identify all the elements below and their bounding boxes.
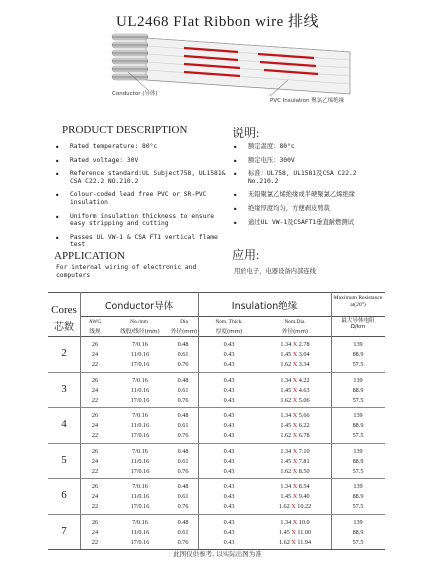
list-item: ● 绝缘厚度均匀，方便剥皮剪裁 [234,205,384,213]
thickness-cell: 0.43 [223,457,235,465]
resistance-cell: 139 [353,447,363,455]
nom-dia-height: 5.06 [298,396,310,404]
resistance-cell: 88.9 [352,528,364,536]
awg-cell: 22 [91,396,99,404]
cores-value: 2 [61,347,67,359]
nom-dia-width: 1.34 [280,518,292,526]
thickness-cell: 0.43 [223,396,235,404]
awg-cell: 24 [91,457,99,465]
page-title: UL2468 FIat Ribbon wire 排线 [116,14,319,30]
list-item: ● 通过UL VW-1及CSAFT1垂直耐燃测试 [234,219,384,227]
nom-dia-width: 1.34 [280,376,292,384]
times-sign: X [292,412,298,419]
application-heading: APPLICATION [54,250,125,262]
resistance-unit: Ω/km [350,324,366,330]
nom-dia-cell [262,468,328,475]
nom-dia-height: 10.22 [297,503,312,511]
times-sign: X [291,528,296,536]
thickness-cell: 0.43 [223,376,235,384]
conductor-strands [112,34,148,80]
product-description-heading-cn: 说明: [232,126,260,140]
nom-dia-width: 1.45 [280,351,292,359]
thickness-cell: 0.43 [223,493,235,501]
nom-dia-cell [262,351,328,358]
awg-header: AWG [88,319,102,325]
nom-dia-width: 1.62 [280,432,292,440]
nom-dia-cell [262,529,328,536]
dia-cell: 0.76 [177,432,189,440]
awg-cell: 22 [91,538,99,546]
application-heading-cn: 应用: [232,248,260,262]
dia-cell: 0.76 [177,467,189,475]
application-text-cn: 用於电子，电器设备内部连线 [234,268,316,275]
awg-header-cn: 线规 [89,329,101,335]
thickness-header-cn: 厚度(mm) [215,329,243,335]
nom-dia-cell [262,519,328,526]
nom-dia-width: 1.34 [280,447,292,455]
list-item: ● Passes UL VW-1 & CSA FT1 vertical flame test [56,234,228,249]
awg-cell: 22 [91,432,99,440]
dia-cell: 0.48 [177,518,189,526]
thickness-cell: 0.43 [223,467,235,475]
awg-cell: 26 [91,341,99,348]
nom-dia-width: 1.45 [280,386,292,394]
nom-dia-height: 7.10 [298,447,310,455]
no-mm-cell: 11/0.16 [130,351,150,359]
cores-value: 7 [61,524,67,537]
resistance-cell: 57.5 [352,503,364,511]
no-mm-cell: 17/0.16 [130,361,150,369]
times-sign: X [292,518,298,526]
nom-dia-cell [262,412,328,419]
nom-dia-width: 1.62 [280,396,292,404]
nom-dia-width: 1.34 [280,483,292,490]
no-mm-cell: 7/0.16 [132,518,148,526]
nom-dia-width: 1.34 [280,412,292,419]
no-mm-cell: 7/0.16 [132,412,148,419]
resistance-cell: 88.9 [352,351,364,359]
nom-dia-header-cn: 外径(mm) [281,329,309,335]
times-sign: X [292,483,298,490]
no-mm-cell: 17/0.16 [130,396,150,404]
description-list-en [56,143,228,255]
nom-dia-width: 1.45 [280,457,292,465]
nom-dia-cell [262,493,328,500]
times-sign: X [292,376,298,384]
nom-dia-height: 3.04 [298,351,310,359]
nom-dia-width: 1.45 [280,422,292,430]
nom-dia-height: 6.78 [298,432,310,440]
nom-dia-width: 1.62 [278,503,290,511]
thickness-cell: 0.43 [223,432,235,440]
no-mm-cell: 17/0.16 [130,538,150,546]
nom-dia-width: 1.45 [280,493,292,501]
resistance-cell: 57.5 [352,432,364,440]
footer-note: 此图仅供参考, 以实际出图为准 [173,550,262,558]
no-mm-cell: 11/0.16 [130,457,150,465]
cores-value: 4 [61,418,67,430]
times-sign: X [292,351,298,359]
dia-cell: 0.48 [177,412,189,419]
nom-dia-cell [262,503,328,510]
cores-header: Cores [51,304,77,316]
cores-header-cn: 芯数 [54,322,74,333]
list-item: ● Rated temperature: 80°c [56,143,228,151]
dia-cell: 0.61 [177,386,189,394]
no-mm-header: No./mm [130,319,148,325]
nom-dia-cell [262,361,328,368]
nom-dia-cell [262,397,328,404]
thickness-cell: 0.43 [223,412,235,419]
thickness-cell: 0.43 [223,538,235,546]
resistance-header: Maximum Resistance at(20°) [333,295,383,308]
awg-cell: 26 [91,518,99,526]
nom-dia-height: 6.22 [298,422,310,430]
resistance-cell: 57.5 [352,538,364,546]
no-mm-cell: 11/0.16 [130,386,150,394]
thickness-cell: 0.43 [223,341,235,348]
dia-cell: 0.61 [177,528,189,536]
dia-cell: 0.76 [177,396,189,404]
resistance-cell: 88.9 [352,386,364,394]
dia-cell: 0.48 [177,447,189,455]
list-item: ● 标准：UL758, UL1581及CSA C22.2 No.210.2 [234,170,384,185]
resistance-cell: 57.5 [352,467,364,475]
resistance-cell: 57.5 [352,396,364,404]
resistance-cell: 139 [353,412,363,419]
nom-dia-height: 4.63 [298,386,310,394]
thickness-cell: 0.43 [223,361,235,369]
nom-dia-height: 8.50 [298,467,310,475]
times-sign: X [292,467,298,475]
nom-dia-cell [262,539,328,546]
awg-cell: 22 [91,361,99,369]
nom-dia-height: 4.22 [298,376,310,384]
dia-cell: 0.76 [177,538,189,546]
list-item: ● 额定电压：300V [234,157,384,165]
times-sign: X [292,493,298,501]
dia-cell: 0.76 [177,503,189,511]
dia-cell: 0.48 [177,341,189,348]
dia-cell: 0.61 [177,457,189,465]
cores-value: 6 [61,489,67,501]
list-item: ● Uniform insulation thickness to ensure easy stripping and cutting [56,213,228,228]
times-sign: X [292,432,298,440]
nom-dia-cell [262,387,328,394]
nom-dia-height: 11.00 [297,528,312,536]
ribbon-jacket [146,38,350,94]
thickness-cell: 0.43 [223,447,235,455]
list-item: ● Rated voltage: 30V [56,157,228,165]
no-mm-cell: 7/0.16 [132,376,148,384]
list-item: ● 无铅聚氯乙烯绝缘或半硬聚氯乙烯绝缘 [234,191,384,199]
no-mm-cell: 11/0.16 [130,528,150,536]
cores-value: 5 [61,453,67,466]
thickness-cell: 0.43 [223,528,235,536]
dia-cell: 0.76 [177,361,189,369]
no-mm-cell: 17/0.16 [130,503,150,511]
times-sign: X [292,447,298,455]
no-mm-cell: 7/0.16 [132,341,148,348]
nom-dia-header: Nom.Dia. [284,319,306,325]
awg-cell: 26 [91,483,99,490]
nom-dia-height: 2.78 [298,341,310,348]
awg-cell: 26 [91,376,99,384]
times-sign: X [292,341,298,348]
dia-cell: 0.48 [177,376,189,384]
thickness-cell: 0.43 [223,386,235,394]
thickness-cell: 0.43 [223,351,235,359]
nom-dia-width: 1.62 [280,467,292,475]
no-mm-cell: 7/0.16 [132,483,148,490]
awg-cell: 24 [91,422,99,430]
awg-cell: 22 [91,467,99,475]
times-sign: X [291,538,296,546]
nom-dia-width: 1.34 [280,341,292,348]
resistance-cell: 139 [353,483,363,490]
times-sign: X [292,396,298,404]
resistance-cell: 139 [353,341,363,348]
dia-cell: 0.61 [177,422,189,430]
awg-cell: 26 [91,447,99,455]
insulation-header: Insulation绝缘 [231,301,298,312]
nom-dia-height: 10.0 [298,518,310,526]
resistance-cell: 139 [353,376,363,384]
awg-cell: 24 [91,528,99,536]
awg-cell: 24 [91,386,99,394]
thickness-cell: 0.43 [223,503,235,511]
times-sign: X [292,386,298,394]
no-mm-header-cn: 线股/线径(mm) [120,329,160,335]
times-sign: X [291,503,296,511]
resistance-cell: 88.9 [352,493,364,501]
insulation-label: PVC Insulation 聚氯乙烯绝缘 [270,98,345,104]
nom-dia-height: 8.54 [298,483,310,490]
list-item: ● Reference standard:UL Subject758, UL1581& CSA C22.2 NO.210.2 [56,170,228,185]
specification-table [48,292,385,549]
nom-dia-height: 5.66 [298,412,310,419]
nom-dia-width: 1.62 [280,361,292,369]
list-item: ● 额定温度：80°c [234,143,384,151]
description-list-cn [234,143,384,232]
dia-header-cn: 外径(mm) [170,329,198,335]
resistance-cell: 57.5 [352,361,364,369]
no-mm-cell: 17/0.16 [130,467,150,475]
product-description-heading: PRODUCT DESCRIPTION [62,124,188,136]
awg-cell: 24 [91,493,99,501]
conductor-header: Conductor导体 [104,301,174,312]
nom-dia-width: 1.62 [278,538,290,546]
resistance-header-cn: 最大导体电阻 [341,318,375,324]
nom-dia-cell [262,432,328,439]
times-sign: X [292,457,298,465]
nom-dia-cell [262,341,328,348]
thickness-cell: 0.43 [223,483,235,490]
times-sign: X [292,422,298,430]
thickness-cell: 0.43 [223,422,235,430]
awg-cell: 22 [91,503,99,511]
no-mm-cell: 11/0.16 [130,493,150,501]
list-item: ● Colour-coded lead free PVC or SR-PVC insulation [56,191,228,206]
resistance-cell: 88.9 [352,422,364,430]
nom-dia-cell [262,448,328,455]
no-mm-cell: 7/0.16 [132,447,148,455]
nom-dia-height: 11.94 [297,538,312,546]
nom-dia-cell [262,422,328,429]
no-mm-cell: 11/0.16 [130,422,150,430]
no-mm-cell: 17/0.16 [130,432,150,440]
nom-dia-cell [262,483,328,490]
nom-dia-cell [262,458,328,465]
application-text-en: For internal wiring of electronic and computers [56,264,197,279]
resistance-cell: 88.9 [352,457,364,465]
dia-cell: 0.48 [177,483,189,490]
nom-dia-height: 9.40 [298,493,310,501]
times-sign: X [292,361,298,369]
awg-cell: 24 [91,351,99,359]
dia-header: Dia [180,319,188,325]
nom-dia-width: 1.45 [278,528,290,536]
dia-cell: 0.61 [177,351,189,359]
thickness-cell: 0.43 [223,518,235,526]
awg-cell: 26 [91,412,99,419]
nom-dia-height: 7.81 [298,457,310,465]
conductor-label: Conductor (导体) [112,91,158,97]
dia-cell: 0.61 [177,493,189,501]
nom-dia-cell [262,377,328,384]
cores-value: 3 [61,382,67,395]
nom-dia-height: 3.34 [298,361,310,369]
thickness-header: Nom. Thick. [215,319,243,325]
resistance-cell: 139 [353,518,363,526]
